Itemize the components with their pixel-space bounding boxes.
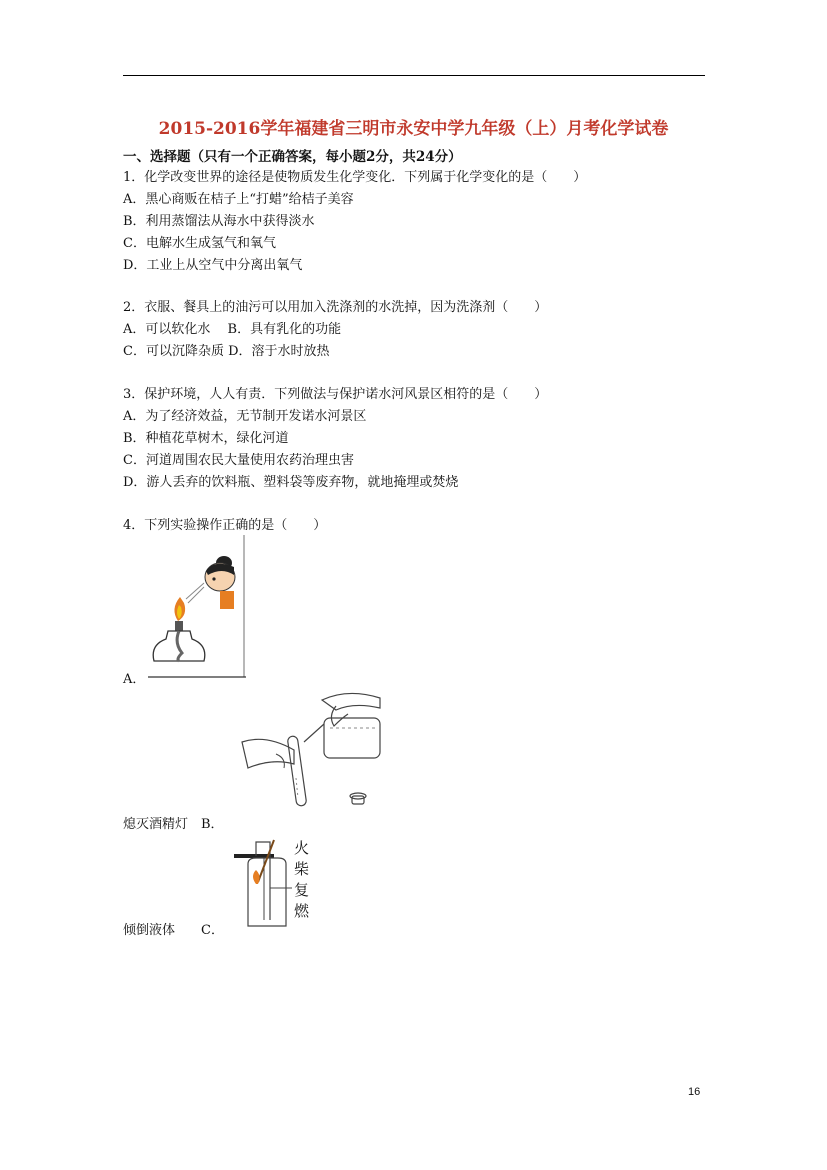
section-heading: 一、选择题（只有一个正确答案，每小题2分，共24分） (123, 149, 462, 165)
q2-options-cd: C．可以沉降杂质 D．溶于水时放热 (123, 344, 330, 359)
figure-c-label (294, 838, 309, 922)
figure-c-char-3: 复 (294, 881, 310, 899)
q3-option-d: D．游人丢弃的饮料瓶、塑料袋等废弃物，就地掩埋或焚烧 (123, 475, 459, 490)
q2-stem: 2．衣服、餐具上的油污可以用加入洗涤剂的水洗掉，因为洗涤剂（ ） (123, 300, 548, 315)
figure-c-char-1: 火 (294, 839, 310, 857)
q2-options-ab: A．可以软化水 B．具有乳化的功能 (123, 322, 342, 337)
q1-option-a: A．黑心商贩在桔子上“打蜡”给桔子美容 (123, 192, 354, 207)
figure-pour-liquid (236, 688, 384, 818)
figure-c-char-2: 柴 (294, 860, 310, 878)
q1-option-b: B．利用蒸馏法从海水中获得淡水 (123, 214, 315, 229)
q4-option-a-label: A． (123, 672, 146, 687)
header-rule (123, 75, 705, 76)
q3-stem: 3．保护环境，人人有责．下列做法与保护诺水河风景区相符的是（ ） (123, 387, 548, 402)
q3-option-c: C．河道周围农民大量使用农药治理虫害 (123, 453, 354, 468)
figure-c-char-4: 燃 (294, 902, 310, 920)
q1-option-c: C．电解水生成氢气和氧气 (123, 236, 276, 251)
page-number: 16 (688, 1086, 701, 1098)
q4-caption-b: 熄灭酒精灯 B． (123, 817, 224, 832)
q4-caption-c: 倾倒液体 C． (123, 923, 224, 938)
q4-stem: 4．下列实验操作正确的是（ ） (123, 518, 327, 533)
figure-blow-out-lamp (148, 535, 248, 681)
q3-option-a: A．为了经济效益，无节制开发诺水河景区 (123, 409, 367, 424)
q3-option-b: B．种植花草树木，绿化河道 (123, 431, 289, 446)
page-title: 2015-2016学年福建省三明市永安中学九年级（上）月考化学试卷 (158, 119, 669, 139)
q1-stem: 1．化学改变世界的途径是使物质发生化学变化．下列属于化学变化的是（ ） (123, 170, 587, 185)
q1-option-d: D．工业上从空气中分离出氧气 (123, 258, 303, 273)
